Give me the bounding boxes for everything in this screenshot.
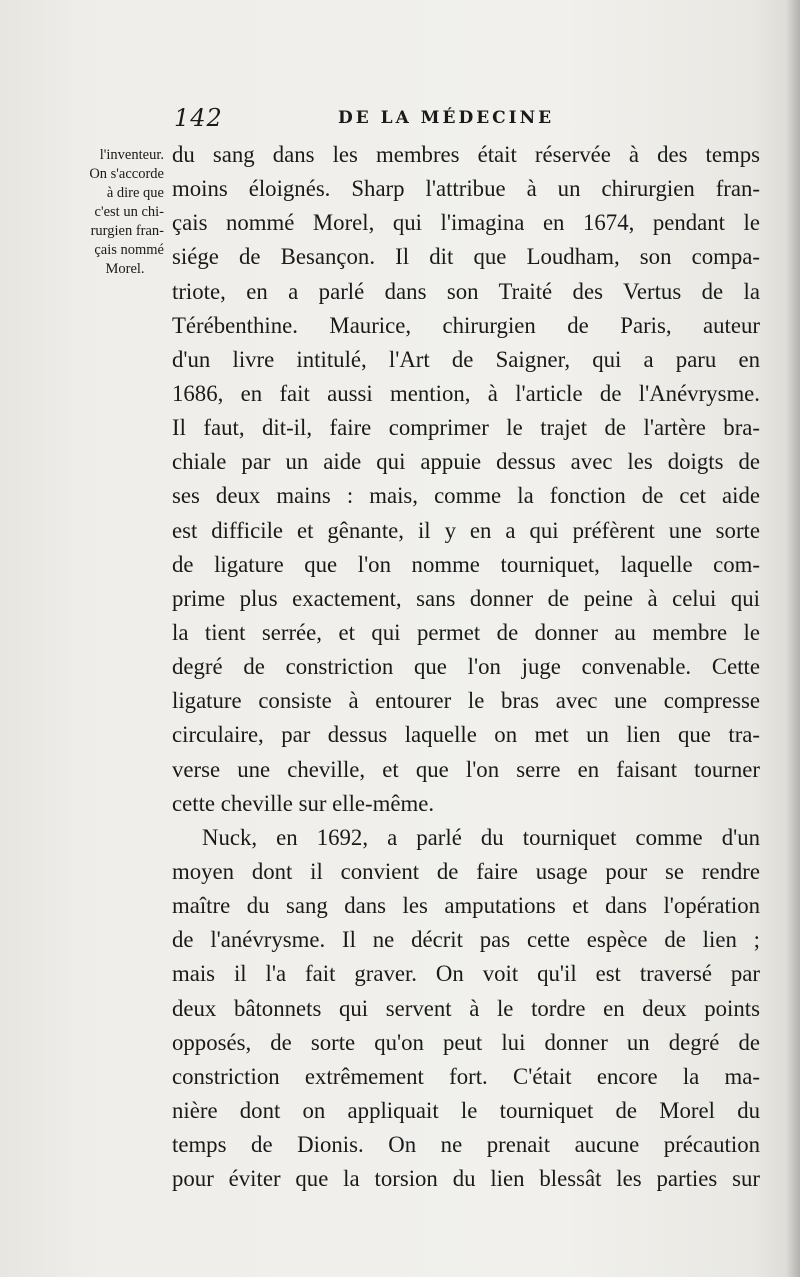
page-number: 142	[174, 104, 223, 132]
margin-note-line: çais nommé	[94, 242, 164, 258]
margin-note-line: Morel.	[105, 261, 145, 277]
text-line: çais nommé Morel, qui l'imagina en 1674, pendant le	[172, 210, 760, 236]
margin-note	[56, 146, 164, 279]
text-line: degré de constriction que l'on juge convenable. Cette	[172, 654, 760, 680]
text-line: triote, en a parlé dans son Traité des Vertus de la	[172, 278, 760, 304]
text-line: de l'anévrysme. Il ne décrit pas cette espèce de lien ;	[172, 927, 760, 953]
page-edge-shadow	[786, 0, 800, 1277]
text-line: verse une cheville, et que l'on serre en faisant tourner	[172, 756, 760, 782]
text-line: prime plus exactement, sans donner de peine à celui qui	[172, 585, 760, 611]
text-line: moins éloignés. Sharp l'attribue à un chirurgien fran-	[172, 176, 760, 202]
text-line: mais il l'a fait graver. On voit qu'il est traversé par	[172, 961, 760, 987]
margin-note-line: On s'accorde	[89, 166, 164, 182]
text-line: cette cheville sur elle-même.	[172, 790, 435, 816]
text-line: pour éviter que la torsion du lien blessât les parties sur	[172, 1166, 760, 1192]
text-line: moyen dont il convient de faire usage pour se rendre	[172, 858, 760, 884]
text-line: de ligature que l'on nomme tourniquet, laquelle com-	[172, 551, 760, 577]
text-line: deux bâtonnets qui servent à le tordre en deux points	[172, 995, 760, 1021]
text-line: chiale par un aide qui appuie dessus avec les doigts de	[172, 449, 760, 475]
text-line: Il faut, dit-il, faire comprimer le trajet de l'artère bra-	[172, 415, 760, 441]
text-line: est difficile et gênante, il y en a qui préfèrent une sorte	[172, 517, 760, 543]
text-line: Térébenthine. Maurice, chirurgien de Paris, auteur	[172, 312, 760, 338]
text-line: ligature consiste à entourer le bras avec une compresse	[172, 688, 760, 714]
text-line: opposés, de sorte qu'on peut lui donner un degré de	[172, 1029, 760, 1055]
page-header	[168, 104, 758, 134]
text-line: ses deux mains : mais, comme la fonction de cet aide	[172, 483, 760, 509]
body-text	[172, 138, 760, 1196]
running-title: DE LA MÉDECINE	[338, 108, 555, 128]
margin-note-line: à dire que	[106, 185, 164, 201]
text-line: nière dont on appliquait le tourniquet de Morel du	[172, 1097, 760, 1123]
text-line: d'un livre intitulé, l'Art de Saigner, qui a paru en	[172, 346, 760, 372]
text-line: Nuck, en 1692, a parlé du tourniquet comme d'un	[202, 824, 760, 850]
margin-note-line: l'inventeur.	[99, 147, 164, 163]
margin-note-line: rurgien fran-	[90, 223, 164, 239]
text-line: temps de Dionis. On ne prenait aucune précaution	[172, 1132, 760, 1158]
text-line: maître du sang dans les amputations et dans l'opération	[172, 893, 760, 919]
text-line: la tient serrée, et qui permet de donner au membre le	[172, 619, 760, 645]
text-line: constriction extrêmement fort. C'était encore la ma-	[172, 1063, 760, 1089]
margin-note-line: c'est un chi-	[94, 204, 164, 220]
text-line: circulaire, par dessus laquelle on met un lien que tra-	[172, 722, 760, 748]
text-line: du sang dans les membres était réservée à des temps	[172, 142, 760, 167]
text-line: 1686, en fait aussi mention, à l'article de l'Anévrysme.	[172, 380, 760, 406]
text-line: siége de Besançon. Il dit que Loudham, son compa-	[172, 244, 760, 270]
